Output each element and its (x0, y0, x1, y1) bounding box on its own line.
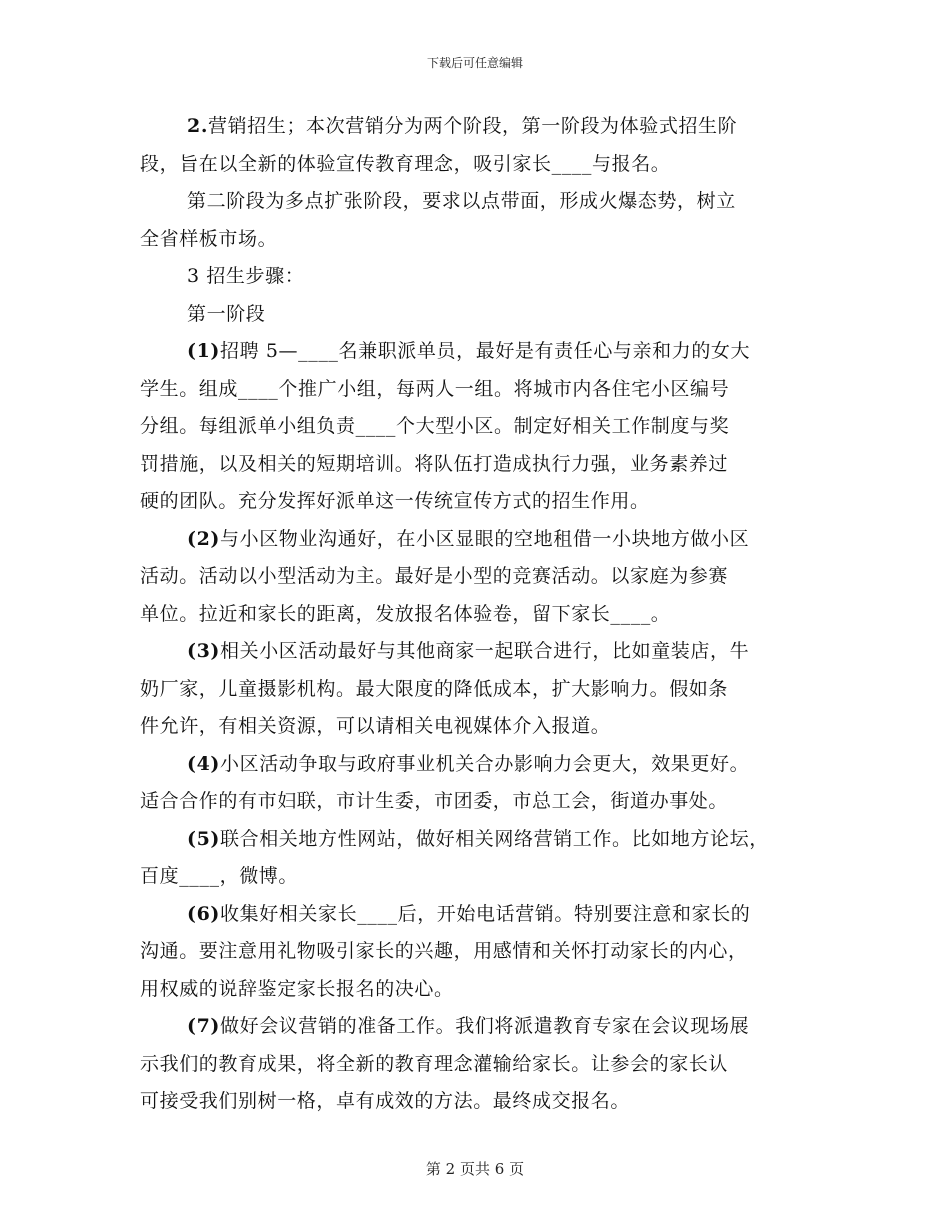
text-line (140, 1046, 820, 1084)
text-line (140, 896, 820, 934)
line-text: 3 招生步骤： (187, 265, 305, 287)
line-text: 罚措施，以及相关的短期培训。将队伍打造成执行力强，业务素养过 (140, 452, 729, 475)
page-header: 下载后可任意编辑 (426, 56, 523, 70)
line-text: 相关小区活动最好与其他商家一起联合进行，比如童装店，牛 (220, 640, 750, 662)
text-line (140, 258, 820, 296)
text-line (140, 1008, 820, 1046)
item-number: (3) (187, 640, 220, 662)
line-text: 营销招生；本次营销分为两个阶段，第一阶段为体验式招生阶 (208, 115, 738, 137)
text-line (140, 333, 820, 371)
text-line (140, 671, 820, 709)
line-text: 可接受我们别树一格，卓有成效的方法。最终成交报名。 (140, 1090, 631, 1112)
line-text: 活动。活动以小型活动为主。最好是小型的竞赛活动。以家庭为参赛 (140, 565, 729, 587)
item-number: (2) (187, 527, 220, 550)
text-line (140, 1083, 820, 1121)
line-text: 百度____，微博。 (140, 865, 299, 887)
line-text: 奶厂家，儿童摄影机构。最大限度的降低成本，扩大影响力。假如条 (140, 677, 729, 700)
item-number: 2. (187, 115, 209, 137)
text-line (140, 596, 820, 634)
line-text: 用权威的说辞鉴定家长报名的决心。 (140, 977, 454, 1000)
text-line (140, 146, 820, 184)
line-text: 联合相关地方性网站，做好相关网络营销工作。比如地方论坛， (220, 827, 769, 850)
text-line (140, 521, 820, 559)
line-text: 分组。每组派单小组负责____个大型小区。制定好相关工作制度与奖 (140, 415, 730, 437)
line-text: 件允许，有相关资源，可以请相关电视媒体介入报道。 (140, 715, 611, 737)
line-text: 收集好相关家长____后，开始电话营销。特别要注意和家长的 (220, 902, 751, 925)
text-line (140, 408, 820, 446)
line-text: 学生。组成____个推广小组，每两人一组。将城市内各住宅小区编号 (140, 377, 730, 400)
text-line (140, 933, 820, 971)
item-number: (5) (187, 827, 220, 850)
line-text: 全省样板市场。 (140, 227, 278, 250)
text-line (140, 446, 820, 484)
line-text: 硬的团队。充分发挥好派单这一传统宣传方式的招生作用。 (140, 490, 650, 512)
text-line (140, 971, 820, 1009)
line-text: 做好会议营销的准备工作。我们将派遣教育专家在会议现场展 (220, 1015, 750, 1037)
line-text: 适合合作的有市妇联，市计生委，市团委，市总工会，街道办事处。 (140, 790, 729, 812)
line-text: 与小区物业沟通好，在小区显眼的空地租借一小块地方做小区 (220, 527, 750, 550)
text-line (140, 633, 820, 671)
page-footer: 第 2 页共 6 页 (425, 1160, 525, 1178)
text-line (140, 708, 820, 746)
item-number: (7) (187, 1015, 220, 1037)
document-body (140, 108, 820, 1121)
text-line (140, 858, 820, 896)
text-line (140, 783, 820, 821)
text-line (140, 296, 820, 334)
line-text: 示我们的教育成果，将全新的教育理念灌输给家长。让参会的家长认 (140, 1052, 729, 1075)
line-text: 招聘 5—____名兼职派单员，最好是有责任心与亲和力的女大 (220, 340, 751, 362)
text-line (140, 371, 820, 409)
line-text: 小区活动争取与政府事业机关合办影响力会更大，效果更好。 (220, 752, 750, 775)
text-line (140, 483, 820, 521)
text-line (140, 746, 820, 784)
item-number: (1) (187, 340, 220, 362)
item-number: (4) (187, 752, 220, 775)
text-line (140, 558, 820, 596)
line-text: 单位。拉近和家长的距离，发放报名体验卷，留下家长____。 (140, 602, 671, 625)
text-line (140, 221, 820, 259)
text-line (140, 821, 820, 859)
line-text: 沟通。要注意用礼物吸引家长的兴趣，用感情和关怀打动家长的内心， (140, 940, 748, 962)
text-line (140, 108, 820, 146)
item-number: (6) (187, 902, 220, 925)
line-text: 段，旨在以全新的体验宣传教育理念，吸引家长____与报名。 (140, 152, 671, 175)
line-text: 第二阶段为多点扩张阶段，要求以点带面，形成火爆态势，树立 (187, 190, 736, 212)
text-line (140, 183, 820, 221)
line-text: 第一阶段 (187, 302, 266, 325)
